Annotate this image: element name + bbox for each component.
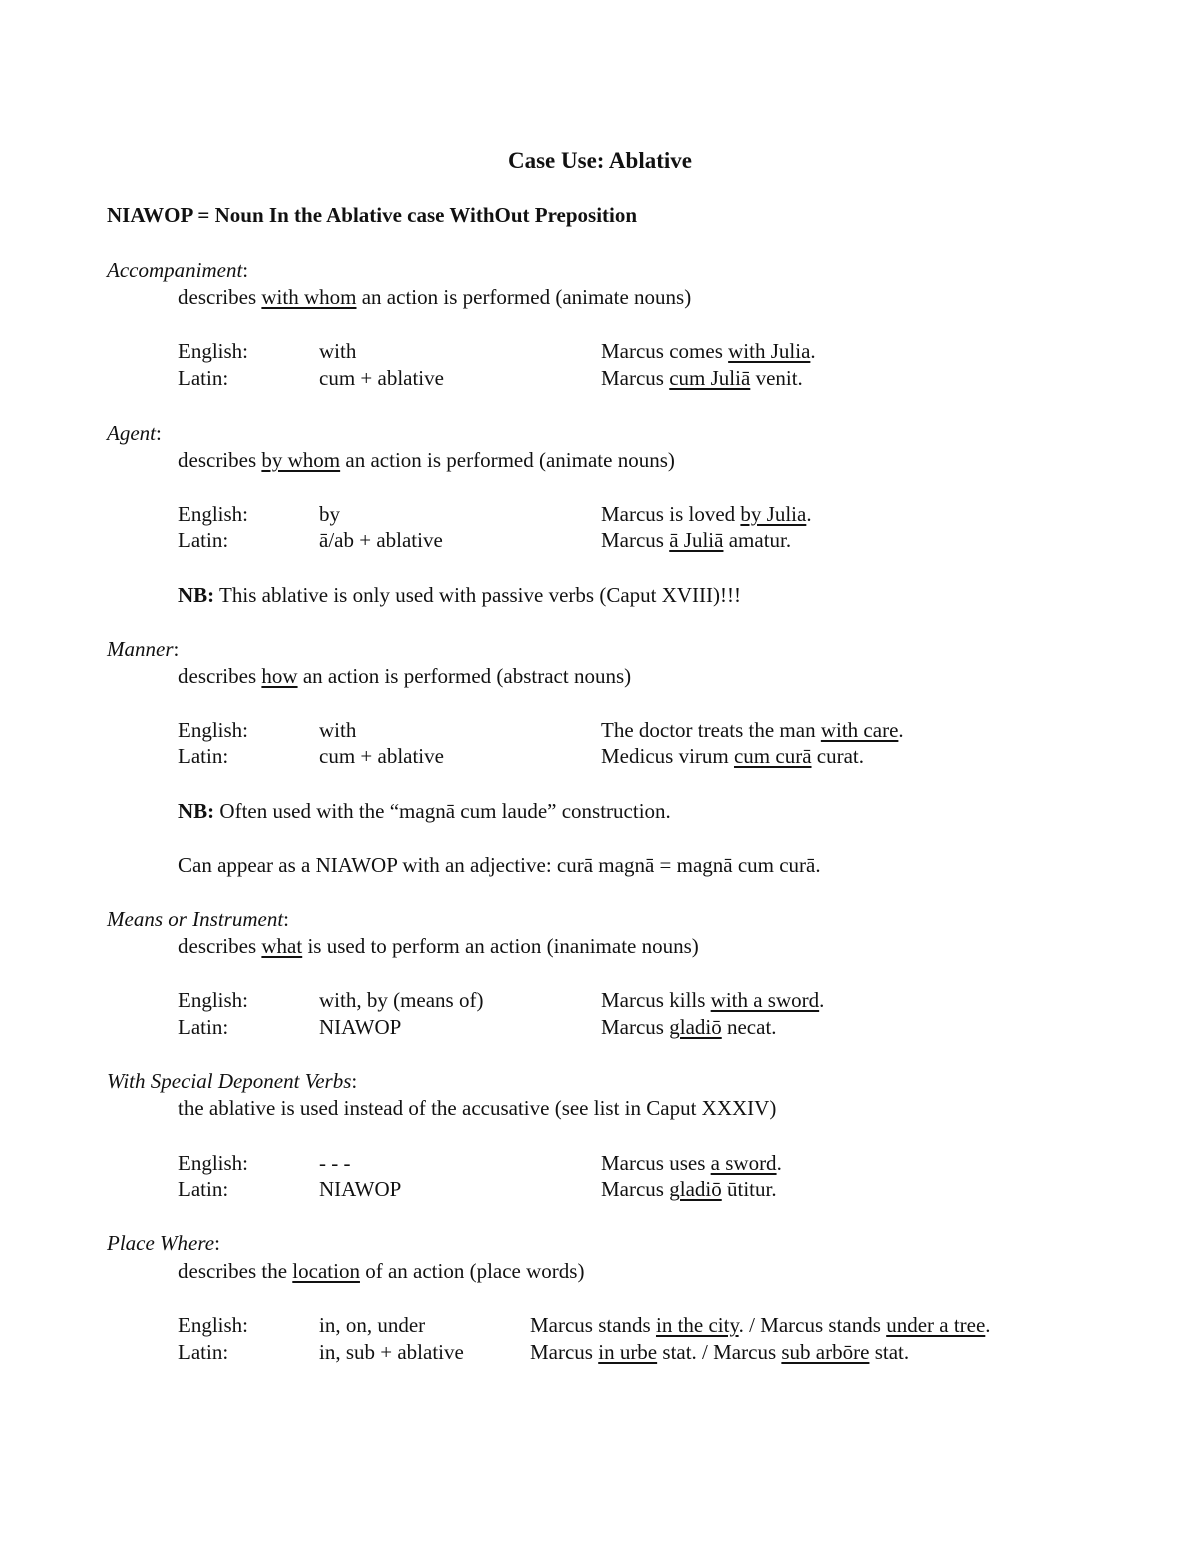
english-label: English: bbox=[178, 1313, 249, 1337]
english-form: in, on, under bbox=[319, 1313, 426, 1337]
section-description: describes with whom an action is performed (animate nouns) bbox=[178, 285, 692, 309]
section-heading-accompaniment: Accompaniment: bbox=[107, 258, 249, 282]
extra-note: Can appear as a NIAWOP with an adjective: curā magnā = magnā cum curā. bbox=[178, 853, 821, 877]
latin-example: Marcus gladiō ūtitur. bbox=[601, 1177, 777, 1201]
latin-example: Marcus ā Juliā amatur. bbox=[601, 528, 792, 552]
latin-label: Latin: bbox=[178, 744, 229, 768]
english-example: Marcus is loved by Julia. bbox=[601, 502, 812, 526]
latin-example: Marcus gladiō necat. bbox=[601, 1015, 777, 1039]
niawop-definition: NIAWOP = Noun In the Ablative case WithOut Preposition bbox=[107, 203, 638, 227]
section-description: describes by whom an action is performed (animate nouns) bbox=[178, 448, 675, 472]
english-label: English: bbox=[178, 988, 249, 1012]
english-label: English: bbox=[178, 502, 249, 526]
latin-form: NIAWOP bbox=[319, 1015, 402, 1039]
english-form: with, by (means of) bbox=[319, 988, 484, 1012]
latin-label: Latin: bbox=[178, 528, 229, 552]
latin-label: Latin: bbox=[178, 366, 229, 390]
section-heading-place-where: Place Where: bbox=[107, 1231, 220, 1255]
latin-form: ā/ab + ablative bbox=[319, 528, 443, 552]
latin-label: Latin: bbox=[178, 1015, 229, 1039]
english-form: with bbox=[319, 339, 357, 363]
section-description: the ablative is used instead of the accusative (see list in Caput XXXIV) bbox=[178, 1096, 777, 1120]
section-description: describes the location of an action (place words) bbox=[178, 1259, 585, 1283]
latin-form: in, sub + ablative bbox=[319, 1340, 464, 1364]
english-label: English: bbox=[178, 1151, 249, 1175]
latin-label: Latin: bbox=[178, 1177, 229, 1201]
english-example: Marcus uses a sword. bbox=[601, 1151, 782, 1175]
english-form: with bbox=[319, 718, 357, 742]
english-example: Marcus comes with Julia. bbox=[601, 339, 816, 363]
section-description: describes how an action is performed (abstract nouns) bbox=[178, 664, 632, 688]
english-example: The doctor treats the man with care. bbox=[601, 718, 904, 742]
english-label: English: bbox=[178, 718, 249, 742]
latin-form: cum + ablative bbox=[319, 366, 444, 390]
nb-note: NB: This ablative is only used with passive verbs (Caput XVIII)!!! bbox=[178, 583, 742, 607]
latin-example: Medicus virum cum curā curat. bbox=[601, 744, 865, 768]
english-example: Marcus stands in the city. / Marcus stands under a tree. bbox=[530, 1313, 991, 1337]
section-description: describes what is used to perform an action (inanimate nouns) bbox=[178, 934, 699, 958]
section-heading-means-or-instrument: Means or Instrument: bbox=[107, 907, 289, 931]
section-heading-manner: Manner: bbox=[107, 637, 180, 661]
section-heading-agent: Agent: bbox=[107, 421, 162, 445]
english-form: by bbox=[319, 502, 340, 526]
latin-example: Marcus cum Juliā venit. bbox=[601, 366, 803, 390]
page-title: Case Use: Ablative bbox=[508, 148, 692, 173]
section-heading-special-deponent-verbs: With Special Deponent Verbs: bbox=[107, 1069, 358, 1093]
latin-form: cum + ablative bbox=[319, 744, 444, 768]
nb-note: NB: Often used with the “magnā cum laude” construction. bbox=[178, 799, 671, 823]
english-label: English: bbox=[178, 339, 249, 363]
english-form: - - - bbox=[319, 1151, 351, 1175]
latin-example: Marcus in urbe stat. / Marcus sub arbōre stat. bbox=[530, 1340, 910, 1364]
english-example: Marcus kills with a sword. bbox=[601, 988, 825, 1012]
latin-label: Latin: bbox=[178, 1340, 229, 1364]
latin-form: NIAWOP bbox=[319, 1177, 402, 1201]
